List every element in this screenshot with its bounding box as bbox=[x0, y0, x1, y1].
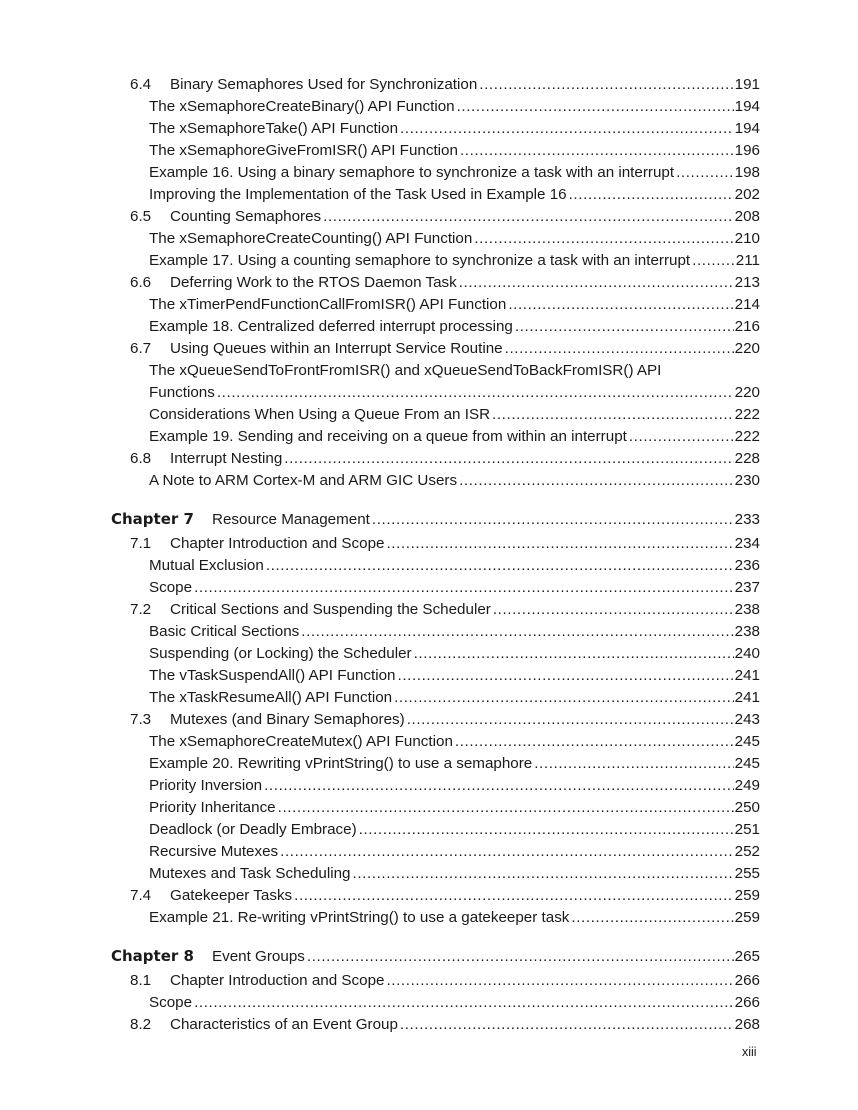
dot-leader bbox=[474, 228, 733, 250]
section-number: 6.4 bbox=[130, 76, 152, 93]
toc-entry-lead bbox=[130, 272, 734, 294]
section-number: 6.6 bbox=[130, 274, 152, 291]
section-number: 8.1 bbox=[130, 972, 152, 989]
toc-subsection-entry[interactable] bbox=[0, 577, 858, 599]
toc-section-entry[interactable] bbox=[0, 448, 858, 470]
toc-subsection-entry[interactable] bbox=[0, 907, 858, 929]
toc-entry-title: Scope bbox=[149, 994, 193, 1011]
toc-entry-title: Mutexes and Task Scheduling bbox=[149, 865, 351, 882]
toc-subsection-entry[interactable] bbox=[0, 184, 858, 206]
toc-entry-title: Interrupt Nesting bbox=[170, 450, 283, 467]
chapter-label: Chapter 7 bbox=[111, 510, 194, 528]
toc-entry-title: A Note to ARM Cortex-M and ARM GIC Users bbox=[149, 472, 458, 489]
toc-subsection-entry[interactable] bbox=[0, 753, 858, 775]
toc-subsection-entry[interactable] bbox=[0, 162, 858, 184]
toc-entry-title: Priority Inversion bbox=[149, 777, 263, 794]
toc-entry-lead bbox=[149, 184, 734, 206]
toc-subsection-entry[interactable] bbox=[0, 797, 858, 819]
toc-page-number: 234 bbox=[734, 535, 760, 552]
toc-entry-title: Binary Semaphores Used for Synchronization bbox=[170, 76, 478, 93]
toc-entry-lead bbox=[149, 753, 734, 775]
dot-leader bbox=[407, 709, 734, 731]
section-number: 7.1 bbox=[130, 535, 152, 552]
toc-page-number: 202 bbox=[734, 186, 760, 203]
toc-page-number: 238 bbox=[734, 623, 760, 640]
dot-leader bbox=[323, 206, 734, 228]
toc-subsection-entry[interactable] bbox=[0, 96, 858, 118]
section-number: 7.3 bbox=[130, 711, 152, 728]
toc-page-number: 228 bbox=[734, 450, 760, 467]
section-number: 6.5 bbox=[130, 208, 152, 225]
toc-page-number: 220 bbox=[734, 340, 760, 357]
toc-subsection-entry[interactable] bbox=[0, 228, 858, 250]
toc-entry-title: Priority Inheritance bbox=[149, 799, 276, 816]
toc-entry-lead bbox=[130, 709, 734, 731]
dot-leader bbox=[459, 470, 734, 492]
toc-page-number: 245 bbox=[734, 733, 760, 750]
toc-page-number: 214 bbox=[734, 296, 760, 313]
dot-leader bbox=[400, 118, 734, 140]
section-number: 6.8 bbox=[130, 450, 152, 467]
toc-entry-title: Example 17. Using a counting semaphore to synchronize a task with an interrupt bbox=[149, 252, 691, 269]
dot-leader bbox=[307, 945, 734, 969]
toc-entry-title: Example 18. Centralized deferred interrupt processing bbox=[149, 318, 513, 335]
toc-entry-title: Considerations When Using a Queue From an ISR bbox=[149, 406, 491, 423]
toc-subsection-entry[interactable] bbox=[0, 118, 858, 140]
section-number: 8.2 bbox=[130, 1016, 152, 1033]
toc-entry-lead bbox=[149, 992, 734, 1014]
dot-leader bbox=[460, 140, 734, 162]
toc-entry-lead bbox=[149, 687, 734, 709]
toc-page-number: 222 bbox=[734, 406, 760, 423]
toc-subsection-entry[interactable] bbox=[0, 555, 858, 577]
toc-entry-lead bbox=[130, 533, 734, 555]
toc-entry-lead bbox=[149, 162, 734, 184]
toc-subsection-entry[interactable] bbox=[0, 841, 858, 863]
toc-entry-lead bbox=[130, 448, 734, 470]
toc-entry-lead bbox=[130, 74, 734, 96]
dot-leader bbox=[386, 970, 733, 992]
section-number: 7.4 bbox=[130, 887, 152, 904]
toc-entry-title: The xTimerPendFunctionCallFromISR() API Function bbox=[149, 296, 507, 313]
toc-page-number: 196 bbox=[734, 142, 760, 159]
toc-page-number: 241 bbox=[734, 667, 760, 684]
dot-leader bbox=[676, 162, 734, 184]
toc-entry-lead bbox=[149, 863, 734, 885]
toc-page-number: 251 bbox=[734, 821, 760, 838]
toc-entry-lead bbox=[130, 970, 734, 992]
toc-page-number: 220 bbox=[734, 384, 760, 401]
toc-subsection-entry[interactable] bbox=[0, 250, 858, 272]
toc-page-number: 259 bbox=[734, 909, 760, 926]
toc-entry-title: Chapter Introduction and Scope bbox=[170, 535, 385, 552]
toc-page-number: 255 bbox=[734, 865, 760, 882]
toc-subsection-entry[interactable] bbox=[0, 819, 858, 841]
dot-leader bbox=[284, 448, 733, 470]
toc-page-number: 233 bbox=[734, 511, 760, 528]
toc-entry-title: Counting Semaphores bbox=[170, 208, 322, 225]
toc-section-entry[interactable] bbox=[0, 885, 858, 907]
toc-section-entry[interactable] bbox=[0, 338, 858, 360]
toc-entry-lead bbox=[149, 470, 734, 492]
toc-entry-title: The xSemaphoreGiveFromISR() API Function bbox=[149, 142, 458, 159]
toc-entry-title: Gatekeeper Tasks bbox=[170, 887, 293, 904]
toc-page-number: 266 bbox=[734, 972, 760, 989]
toc-entry-lead bbox=[149, 118, 734, 140]
dot-leader bbox=[280, 841, 734, 863]
toc-entry-lead bbox=[149, 665, 734, 687]
toc-entry-lead bbox=[130, 338, 734, 360]
toc-entry-lead bbox=[111, 507, 734, 532]
toc-entry-title: Mutexes (and Binary Semaphores) bbox=[170, 711, 405, 728]
toc-entry-lead bbox=[130, 1014, 734, 1036]
toc-entry-lead bbox=[149, 140, 734, 162]
toc-chapter-entry[interactable] bbox=[0, 507, 858, 531]
toc-entry-title: Example 21. Re-writing vPrintString() to use a gatekeeper task bbox=[149, 909, 570, 926]
toc-entry-lead bbox=[149, 382, 734, 404]
dot-leader bbox=[457, 96, 734, 118]
toc-chapter-entry[interactable] bbox=[0, 944, 858, 968]
toc-page-number: 249 bbox=[734, 777, 760, 794]
toc-entry-title: Suspending (or Locking) the Scheduler bbox=[149, 645, 412, 662]
chapter-label: Chapter 8 bbox=[111, 947, 194, 965]
dot-leader bbox=[386, 533, 733, 555]
dot-leader bbox=[515, 316, 734, 338]
toc-page-number: 198 bbox=[734, 164, 760, 181]
dot-leader bbox=[266, 555, 734, 577]
dot-leader bbox=[493, 599, 734, 621]
toc-entry-title: Deferring Work to the RTOS Daemon Task bbox=[170, 274, 457, 291]
toc-entry-lead bbox=[130, 885, 734, 907]
dot-leader bbox=[359, 819, 734, 841]
toc-section-entry[interactable] bbox=[0, 599, 858, 621]
toc-entry-lead bbox=[149, 577, 734, 599]
toc-entry-lead bbox=[149, 907, 734, 929]
toc-subsection-entry[interactable] bbox=[0, 643, 858, 665]
toc-entry-title: The xSemaphoreTake() API Function bbox=[149, 120, 399, 137]
dot-leader bbox=[194, 577, 734, 599]
section-number: 6.7 bbox=[130, 340, 152, 357]
toc-entry-title: Characteristics of an Event Group bbox=[170, 1016, 398, 1033]
toc-page-number: 252 bbox=[734, 843, 760, 860]
toc-entry-lead bbox=[149, 555, 734, 577]
dot-leader bbox=[629, 426, 734, 448]
toc-page-number: 216 bbox=[734, 318, 760, 335]
dot-leader bbox=[459, 272, 734, 294]
toc-section-entry[interactable] bbox=[0, 206, 858, 228]
dot-leader bbox=[569, 184, 734, 206]
toc-page-number: 237 bbox=[734, 579, 760, 596]
toc-page-number: 213 bbox=[734, 274, 760, 291]
toc-entry-title: The xTaskResumeAll() API Function bbox=[149, 689, 393, 706]
dot-leader bbox=[398, 665, 734, 687]
dot-leader bbox=[264, 775, 734, 797]
toc-subsection-entry[interactable] bbox=[0, 404, 858, 426]
toc-entry-lead bbox=[149, 426, 734, 448]
toc-page-number: 245 bbox=[734, 755, 760, 772]
dot-leader bbox=[372, 508, 734, 532]
toc-entry-title: Event Groups bbox=[212, 948, 305, 965]
toc-entry-lead bbox=[130, 599, 734, 621]
toc-entry-lead bbox=[130, 206, 734, 228]
toc-page-number: 250 bbox=[734, 799, 760, 816]
dot-leader bbox=[455, 731, 734, 753]
toc-subsection-entry[interactable] bbox=[0, 140, 858, 162]
toc-entry-title: Critical Sections and Suspending the Scheduler bbox=[170, 601, 491, 618]
toc-page-number: 265 bbox=[734, 948, 760, 965]
dot-leader bbox=[294, 885, 734, 907]
table-of-contents bbox=[0, 74, 858, 1036]
toc-page-number: 266 bbox=[734, 994, 760, 1011]
dot-leader bbox=[508, 294, 733, 316]
dot-leader bbox=[571, 907, 733, 929]
toc-subsection-entry[interactable] bbox=[0, 316, 858, 338]
toc-entry-lead bbox=[149, 228, 734, 250]
toc-page-number: 241 bbox=[734, 689, 760, 706]
toc-entry-lead bbox=[149, 775, 734, 797]
toc-page-number: 211 bbox=[735, 252, 760, 269]
toc-page-number: 210 bbox=[734, 230, 760, 247]
toc-entry-title: The xSemaphoreCreateCounting() API Function bbox=[149, 230, 473, 247]
toc-section-entry[interactable] bbox=[0, 1014, 858, 1036]
toc-section-entry[interactable] bbox=[0, 272, 858, 294]
toc-subsection-entry[interactable] bbox=[0, 992, 858, 1014]
toc-page-number: 268 bbox=[734, 1016, 760, 1033]
toc-page-number: 243 bbox=[734, 711, 760, 728]
toc-entry-title: Resource Management bbox=[212, 511, 370, 528]
toc-page-number: 238 bbox=[734, 601, 760, 618]
toc-subsection-entry[interactable] bbox=[0, 687, 858, 709]
toc-entry-lead bbox=[149, 96, 734, 118]
dot-leader bbox=[394, 687, 734, 709]
toc-entry-title: Recursive Mutexes bbox=[149, 843, 279, 860]
toc-entry-lead bbox=[149, 316, 734, 338]
toc-subsection-entry[interactable] bbox=[0, 665, 858, 687]
dot-leader bbox=[414, 643, 734, 665]
toc-entry-title-cont: Functions bbox=[149, 384, 215, 401]
toc-page-number: 240 bbox=[734, 645, 760, 662]
toc-subsection-entry[interactable] bbox=[0, 470, 858, 492]
toc-entry-title: Scope bbox=[149, 579, 193, 596]
toc-entry-continuation[interactable] bbox=[0, 382, 858, 404]
toc-page-number: 222 bbox=[734, 428, 760, 445]
toc-entry-lead bbox=[149, 404, 734, 426]
toc-page-number: 194 bbox=[734, 120, 760, 137]
toc-entry-title: Chapter Introduction and Scope bbox=[170, 972, 385, 989]
dot-leader bbox=[400, 1014, 734, 1036]
toc-entry-title: The xSemaphoreCreateBinary() API Function bbox=[149, 98, 455, 115]
toc-entry-title: Basic Critical Sections bbox=[149, 623, 300, 640]
toc-section-entry[interactable] bbox=[0, 533, 858, 555]
toc-entry-lead bbox=[149, 250, 735, 272]
toc-entry-title: Example 20. Rewriting vPrintString() to use a semaphore bbox=[149, 755, 533, 772]
toc-subsection-entry[interactable] bbox=[0, 621, 858, 643]
dot-leader bbox=[479, 74, 733, 96]
dot-leader bbox=[353, 863, 734, 885]
toc-subsection-entry[interactable] bbox=[0, 863, 858, 885]
dot-leader bbox=[505, 338, 734, 360]
page-number: xiii bbox=[742, 1045, 757, 1059]
toc-subsection-entry[interactable] bbox=[0, 426, 858, 448]
toc-entry-lead bbox=[149, 841, 734, 863]
toc-entry-lead bbox=[149, 643, 734, 665]
dot-leader bbox=[217, 382, 734, 404]
toc-entry-lead bbox=[149, 294, 734, 316]
toc-entry-lead bbox=[149, 797, 734, 819]
dot-leader bbox=[534, 753, 733, 775]
toc-section-entry[interactable] bbox=[0, 970, 858, 992]
toc-page-number: 191 bbox=[734, 76, 760, 93]
toc-section-entry[interactable] bbox=[0, 709, 858, 731]
toc-subsection-entry[interactable] bbox=[0, 294, 858, 316]
toc-entry-title: Improving the Implementation of the Task Used in Example 16 bbox=[149, 186, 567, 203]
toc-subsection-entry[interactable] bbox=[0, 775, 858, 797]
toc-entry-title: Using Queues within an Interrupt Service Routine bbox=[170, 340, 503, 357]
toc-page-number: 236 bbox=[734, 557, 760, 574]
toc-entry-title: Example 19. Sending and receiving on a queue from within an interrupt bbox=[149, 428, 627, 445]
dot-leader bbox=[692, 250, 735, 272]
toc-subsection-entry[interactable] bbox=[0, 731, 858, 753]
dot-leader bbox=[278, 797, 734, 819]
dot-leader bbox=[194, 992, 734, 1014]
toc-entry-title: Mutual Exclusion bbox=[149, 557, 264, 574]
toc-entry-lead bbox=[149, 731, 734, 753]
toc-page-number: 208 bbox=[734, 208, 760, 225]
toc-page-number: 259 bbox=[734, 887, 760, 904]
section-number: 7.2 bbox=[130, 601, 152, 618]
toc-entry-title: Example 16. Using a binary semaphore to synchronize a task with an interrupt bbox=[149, 164, 675, 181]
dot-leader bbox=[301, 621, 733, 643]
dot-leader bbox=[492, 404, 734, 426]
toc-entry-lead bbox=[149, 819, 734, 841]
toc-entry-lead bbox=[149, 621, 734, 643]
toc-entry-title: Deadlock (or Deadly Embrace) bbox=[149, 821, 357, 838]
toc-entry[interactable] bbox=[0, 360, 858, 382]
toc-page-number: 194 bbox=[734, 98, 760, 115]
toc-entry-lead bbox=[111, 944, 734, 969]
toc-section-entry[interactable] bbox=[0, 74, 858, 96]
toc-entry-title: The xQueueSendToFrontFromISR() and xQueueSendToBackFromISR() API bbox=[149, 362, 662, 379]
toc-entry-title: The xSemaphoreCreateMutex() API Function bbox=[149, 733, 453, 750]
toc-page-number: 230 bbox=[734, 472, 760, 489]
toc-entry-title: The vTaskSuspendAll() API Function bbox=[149, 667, 396, 684]
